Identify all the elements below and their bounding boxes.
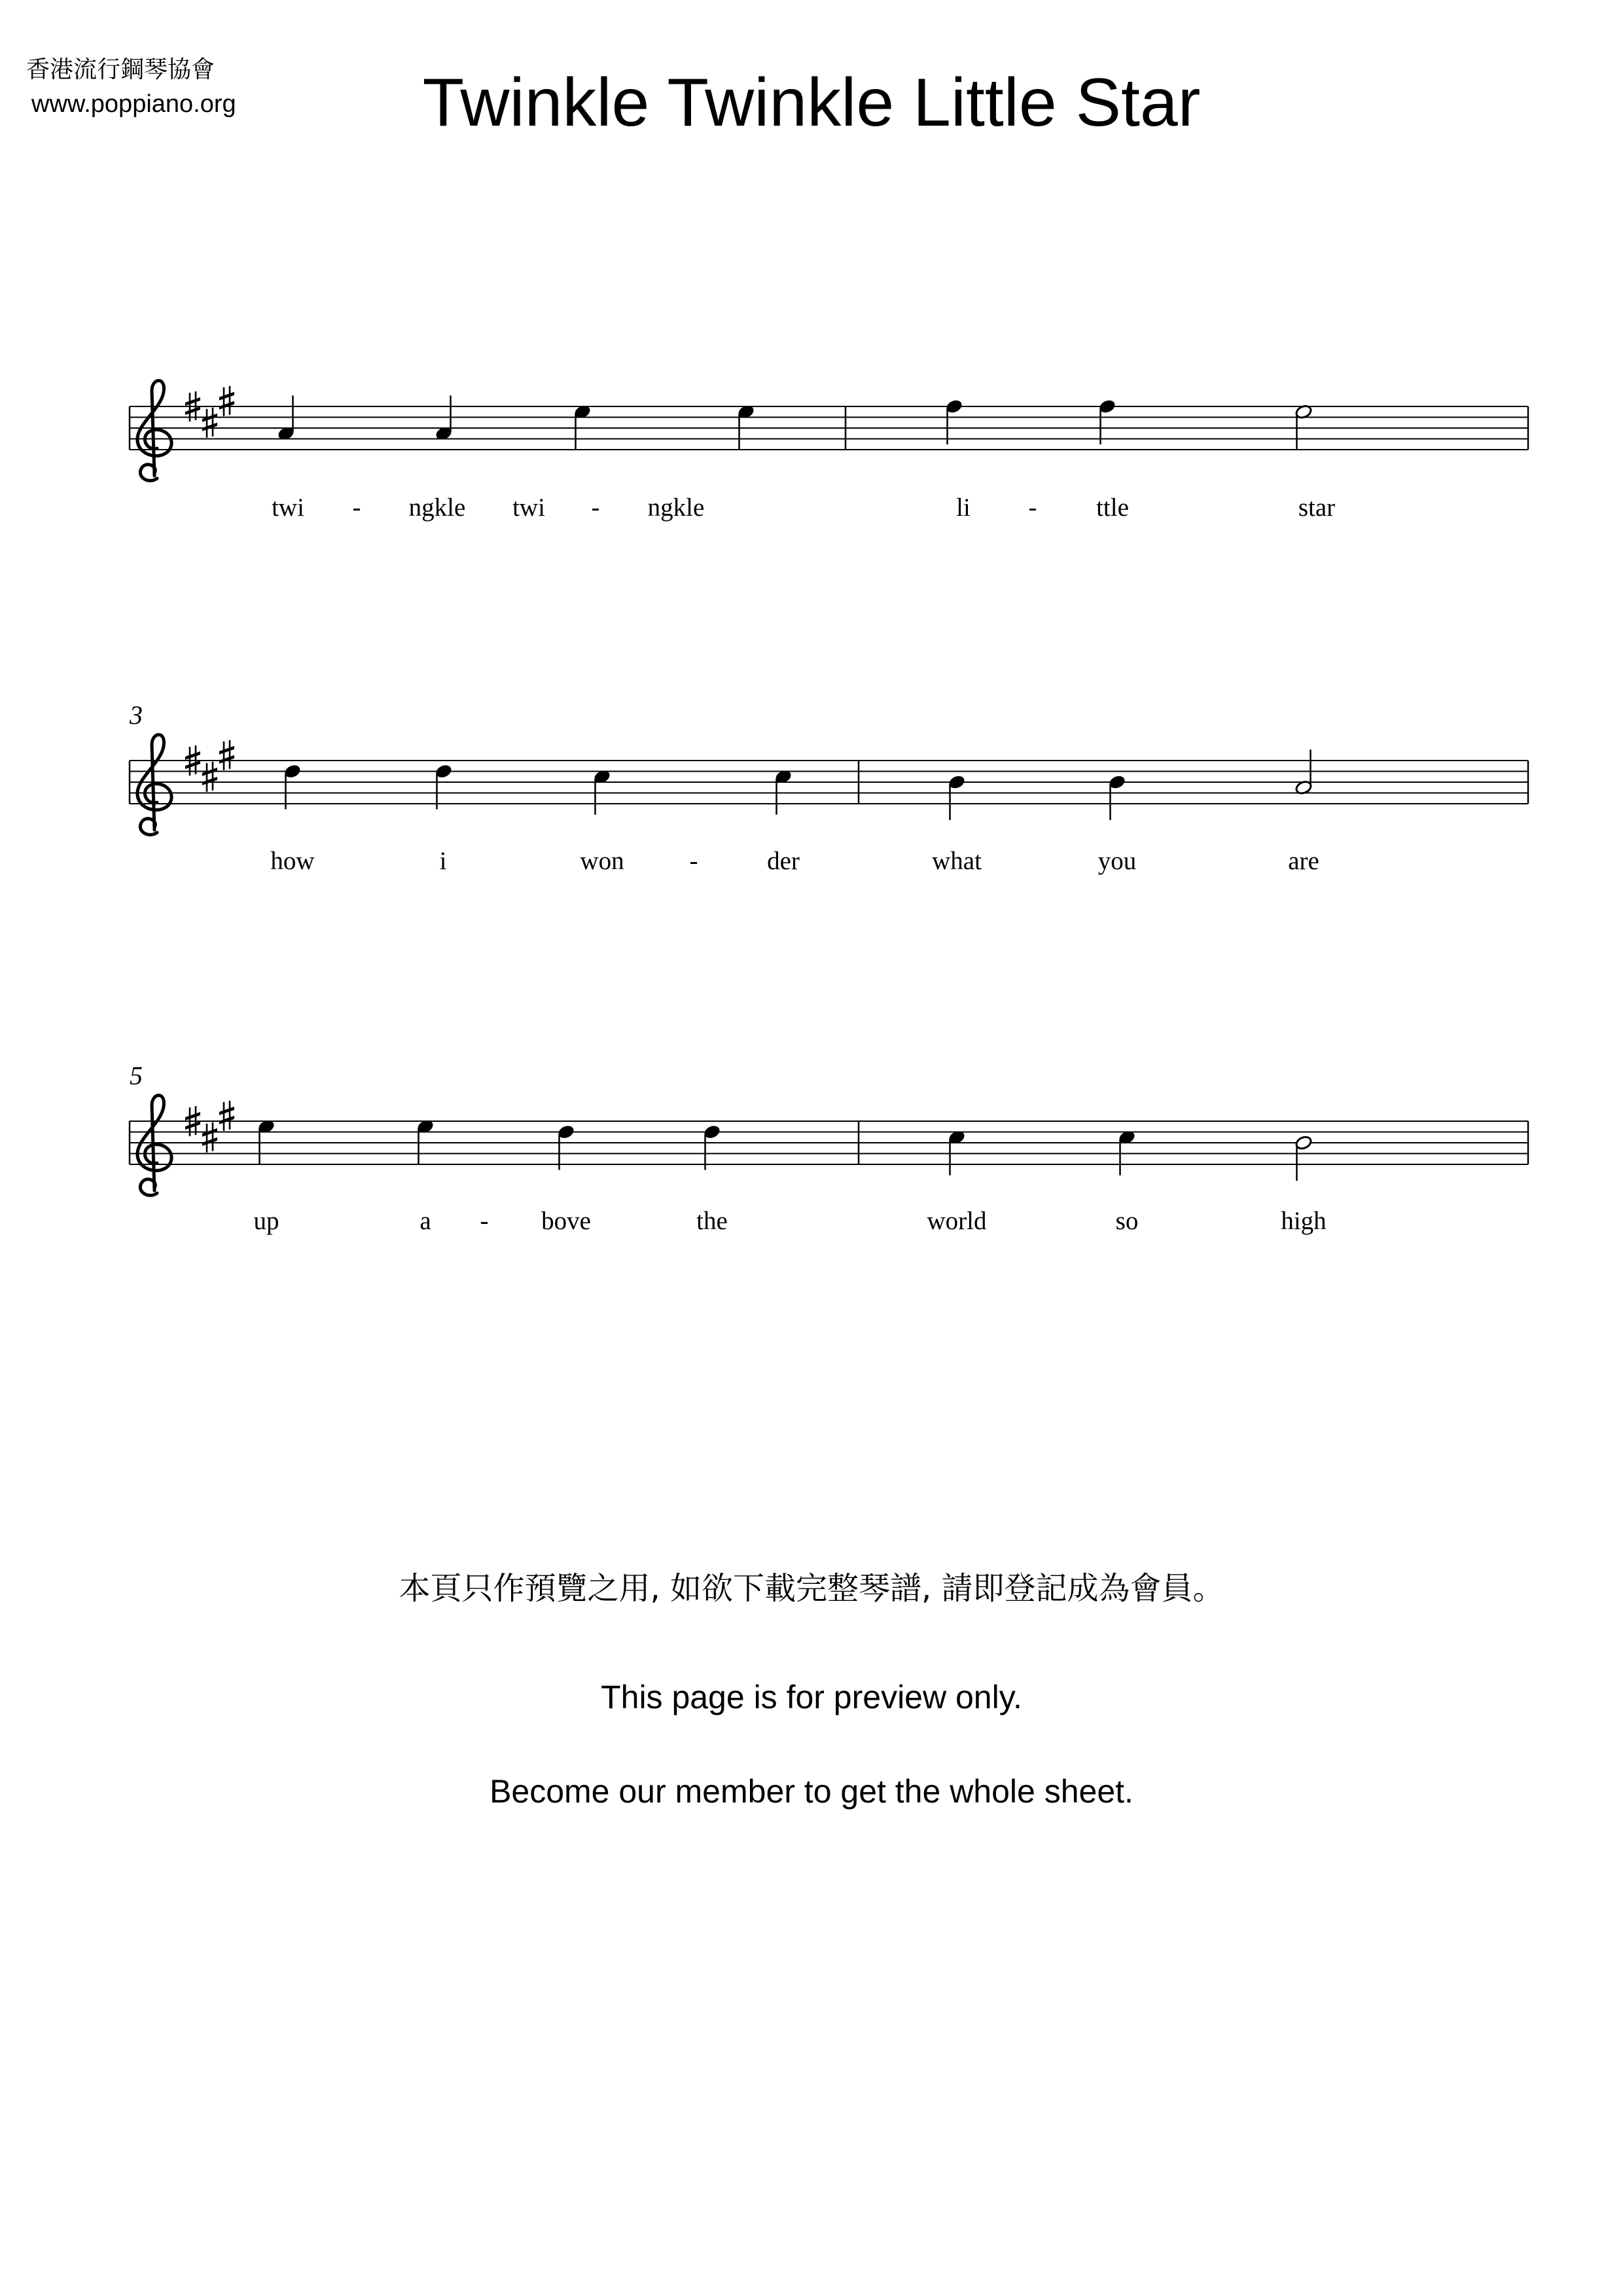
- lyric-syllable: you: [1097, 847, 1137, 875]
- site-name: 香港流行鋼琴協會: [26, 56, 215, 83]
- lyric-syllable: ngkle: [647, 493, 705, 522]
- sharp-icon: [202, 408, 217, 438]
- lyric-syllable: twi: [272, 493, 304, 522]
- lyric-syllable: -: [480, 1207, 489, 1235]
- measure-number: 3: [130, 700, 143, 730]
- treble-clef-icon: [137, 735, 171, 835]
- lyric-syllable: ngkle: [408, 493, 466, 522]
- lyric-syllable: how: [270, 847, 315, 875]
- sharp-icon: [219, 386, 234, 416]
- lyric-syllable: -: [591, 493, 600, 522]
- sharp-icon: [202, 762, 217, 792]
- lyric-syllable: -: [1028, 493, 1037, 522]
- treble-clef-icon: [137, 381, 171, 481]
- lyric-syllable: -: [352, 493, 361, 522]
- song-title: Twinkle Twinkle Little Star: [422, 65, 1201, 141]
- lyric-syllable: up: [253, 1207, 279, 1235]
- lyric-syllable: der: [767, 847, 800, 875]
- lyric-syllable: world: [927, 1207, 987, 1235]
- lyric-syllable: i: [439, 847, 447, 875]
- lyric-syllable: star: [1298, 493, 1336, 522]
- lyric-syllable: a: [419, 1207, 431, 1235]
- preview-notice-line1: This page is for preview only.: [601, 1679, 1022, 1715]
- lyric-syllable: what: [932, 847, 982, 875]
- lyric-syllable: are: [1288, 847, 1319, 875]
- lyric-syllable: ttle: [1096, 493, 1129, 522]
- preview-notice-chinese: 本頁只作預覽之用, 如欲下載完整琴譜, 請即登記成為會員。: [399, 1570, 1224, 1607]
- lyric-syllable: bove: [541, 1207, 591, 1235]
- lyric-syllable: -: [689, 847, 698, 875]
- sharp-icon: [202, 1122, 217, 1153]
- site-url[interactable]: www.poppiano.org: [31, 90, 236, 118]
- lyric-syllable: high: [1281, 1207, 1327, 1235]
- lyric-syllable: twi: [512, 493, 545, 522]
- lyric-syllable: li: [956, 493, 971, 522]
- treble-clef-icon: [137, 1096, 171, 1196]
- lyric-syllable: the: [696, 1207, 728, 1235]
- preview-notice-line2: Become our member to get the whole sheet.: [490, 1773, 1133, 1810]
- sharp-icon: [219, 1101, 234, 1131]
- lyric-syllable: so: [1115, 1207, 1139, 1235]
- measure-number: 5: [130, 1061, 143, 1090]
- sharp-icon: [219, 740, 234, 770]
- lyric-syllable: won: [580, 847, 624, 875]
